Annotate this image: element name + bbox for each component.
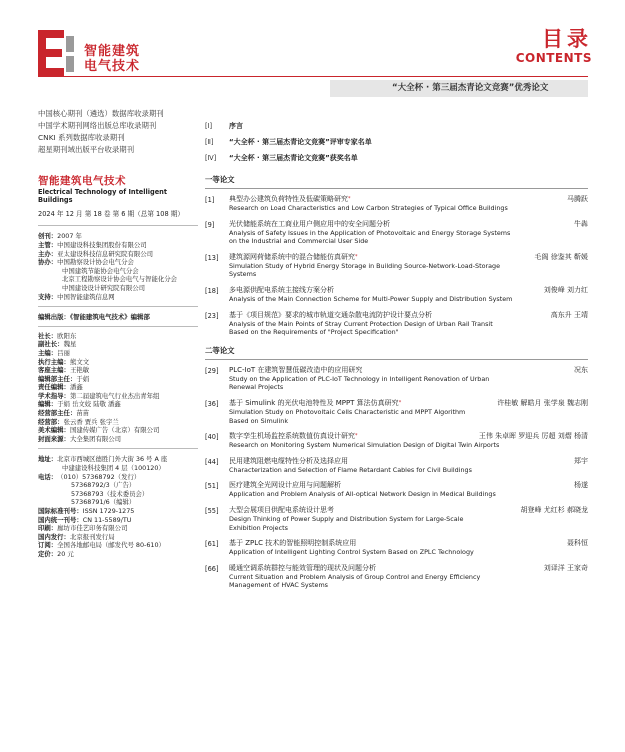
star-mark: * — [355, 253, 358, 260]
entry-title-cn-wrap — [229, 539, 356, 548]
staff-name: 苗苗 — [76, 409, 90, 418]
entry-title-cn: 建筑源网荷储系统中的混合储能仿真研究 — [229, 252, 355, 261]
founded: 创刊： 2007 年 — [38, 232, 82, 241]
entry-title-cn: 数字孪生机场监控系统数值仿真设计研究 — [229, 432, 355, 441]
sections — [205, 174, 588, 590]
toc-entry[interactable] — [205, 286, 588, 304]
entry-title-cn-wrap — [229, 286, 334, 295]
entry-title-cn-wrap — [229, 481, 341, 490]
page-number: [29] — [205, 366, 219, 375]
front-matter-item[interactable] — [205, 134, 588, 150]
page-number: [51] — [205, 482, 219, 491]
cn-number: 国内统一刊号： CN 11-5589/TU — [38, 515, 132, 524]
entry-title-cn: 大型会展项目供配电系统设计思考 — [229, 505, 334, 514]
staff-role: 社长： — [38, 331, 58, 340]
entry-title-cn: 典型办公建筑负荷特性及低碳策略研究 — [229, 195, 348, 203]
divider — [38, 326, 198, 327]
toc-entry[interactable] — [205, 481, 588, 499]
page-number: [13] — [205, 253, 219, 262]
page-number: [44] — [205, 457, 219, 466]
staff-role: 客座主编： — [38, 366, 70, 375]
staff-name: 第二届建筑电气行业杰出青年组 — [69, 391, 160, 400]
entry-body — [229, 457, 588, 475]
staff-row — [38, 375, 198, 384]
entry-title-cn: 基于 ZPLC 技术的智能照明控制系统应用 — [229, 539, 357, 548]
entry-title-en: Characterization and Selection of Flame Retardant Cables for Civil Buildings — [229, 465, 472, 474]
entry-title-en: Analysis of Safety Issues in the Application of Photovoltaic and Energy Storage Systems — [229, 228, 511, 237]
toc-entry[interactable] — [205, 253, 588, 279]
entry-authors: 况东 — [574, 365, 588, 374]
phone: 电话： （010）57368792（发行） — [38, 472, 141, 481]
toc-entry[interactable] — [205, 564, 588, 590]
entry-title-row — [229, 286, 588, 295]
entry-authors: 聂科恒 — [567, 539, 588, 548]
star-mark: * — [348, 196, 351, 202]
entry-title-cn-wrap — [229, 506, 334, 515]
entry-title-cn-wrap — [229, 195, 351, 204]
staff-role: 经营部主任： — [38, 409, 77, 418]
toc-entry[interactable] — [205, 366, 588, 392]
staff-name: 国建传媒广告（北京）有限公司 — [69, 426, 160, 435]
entry-title-row — [229, 481, 588, 490]
entry-title-cn: 基于 Simulink 的光伏电池特性及 MPPT 算法仿真研究 — [229, 398, 399, 407]
entry-title-row — [229, 506, 588, 515]
staff-name: 魏星 — [63, 340, 77, 349]
staff-row — [38, 340, 198, 349]
staff-name: 吕丽 — [57, 348, 70, 357]
staff-row — [38, 349, 198, 358]
entry-title-row — [229, 366, 588, 375]
entry-title-en: Research on Monitoring System Numerical Simulation Design of Digital Twin Airports — [229, 441, 500, 450]
staff-name: 王艳敏 — [69, 366, 90, 375]
front-matter — [205, 118, 588, 166]
star-mark: * — [398, 399, 402, 406]
entry-title-en: Research on Load Characteristics and Low Carbon Strategies of Typical Office Buildings — [229, 204, 508, 212]
staff-role: 美术编辑： — [38, 426, 70, 435]
entry-title-cn: 暖通空调系统群控与能效管理的现状及问题分析 — [229, 563, 376, 572]
entry-title-cn-wrap — [229, 399, 401, 408]
entry-body — [229, 564, 588, 590]
entry-body — [229, 399, 588, 425]
entry-title-row — [229, 457, 588, 466]
entry-title-en: Simulation Study on Photovoltaic Cells Characteristic and MPPT Algorithm — [229, 407, 466, 416]
entry-authors: 杨遂 — [574, 481, 588, 490]
toc-entry[interactable] — [205, 195, 588, 213]
entry-title-cn-wrap — [229, 564, 376, 573]
entry-body — [229, 366, 588, 392]
entry-title-en: on the Industrial and Commercial User Side — [229, 237, 369, 246]
entry-authors: 王伟 朱卓晖 罗迎兵 厉超 刘熠 杨清 — [478, 432, 588, 441]
toc-entry[interactable] — [205, 432, 588, 450]
entry-title-cn: 光伏储能系统在工商业用户侧应用中的安全问题分析 — [229, 219, 390, 228]
entry-title-en: Application of Intelligent Lighting Control System Based on ZPLC Technology — [229, 548, 474, 557]
entry-title-cn-wrap — [229, 311, 432, 320]
staff-name: 于娟 — [76, 374, 90, 383]
page-number: [Ⅰ] — [205, 122, 213, 130]
staff-name: 潘鑫 — [69, 383, 83, 392]
staff-row — [38, 383, 198, 392]
staff-role: 编辑： — [38, 400, 58, 409]
entry-title-en: Based on the Requirements of "Project Specification" — [229, 328, 399, 337]
magazine-title: 智能建筑电气技术 — [38, 175, 126, 187]
price: 定价： 20 元 — [38, 549, 74, 558]
toc-entry[interactable] — [205, 399, 588, 425]
staff-row — [38, 400, 198, 409]
staff-row — [38, 366, 198, 375]
page-number: [36] — [205, 399, 219, 408]
staff-list — [38, 332, 198, 444]
staff-row — [38, 418, 198, 427]
front-matter-item[interactable] — [205, 118, 588, 134]
magazine-title-en: Electrical Technology of Intelligent Buildings — [38, 187, 168, 205]
entry-title-en: Renewal Projects — [229, 383, 284, 392]
header-divider — [38, 76, 588, 77]
entry-title-cn-wrap — [229, 220, 390, 229]
entry-title-cn: PLC-IoT 在建筑智慧低碳改造中的应用研究 — [229, 365, 363, 374]
entry-title-en: Simulation Study of Hybrid Energy Storage in Building Source-Network-Load-Storage — [229, 261, 501, 270]
section-heading: 二等论文 — [205, 345, 235, 355]
entry-title-row — [229, 253, 588, 262]
entry-title-cn-wrap — [229, 366, 362, 375]
toc-entry[interactable] — [205, 220, 588, 246]
staff-name: 张云香 贾兵 张宇兰 — [63, 417, 119, 426]
divider — [38, 306, 198, 307]
entry-body — [229, 432, 588, 450]
journal-logo-icon — [38, 30, 78, 76]
toc-entry[interactable] — [205, 539, 588, 557]
section-divider — [205, 359, 588, 360]
staff-row — [38, 426, 198, 435]
issn: 国际标准刊号： ISSN 1729-1275 — [38, 507, 135, 515]
indexing-list: 中国核心期刊（遴选）数据库收录期刊 中国学术期刊网络出版总库收录期刊 CNKI 系列数据库收录期刊 超星期刊域出版平台收录期刊 — [38, 109, 164, 154]
star-mark: * — [355, 433, 358, 440]
co-organizer: 协办： 中国勘察设计协会电气分会 — [38, 258, 134, 267]
entry-authors: 牛犇 — [574, 219, 588, 228]
entry-title-row — [229, 539, 588, 548]
staff-role: 执行主编： — [38, 357, 70, 366]
staff-role: 封面来源： — [38, 434, 70, 443]
entry-authors: 刘译洋 王家奇 — [543, 563, 588, 572]
entry-title-en: Analysis of the Main Connection Scheme for Multi-Power Supply and Distribution System — [229, 294, 513, 303]
divider — [38, 448, 198, 449]
entry-body — [229, 286, 588, 304]
staff-name: 熊文文 — [69, 357, 90, 366]
contents-list — [205, 118, 588, 597]
page-number: [40] — [205, 433, 219, 442]
entry-authors: 高东升 王靖 — [550, 310, 588, 319]
entry-title-cn: 民用建筑阻燃电缆特性分析及选择应用 — [229, 456, 348, 465]
staff-row — [38, 358, 198, 367]
masthead: 中国核心期刊（遴选）数据库收录期刊 中国学术期刊网络出版总库收录期刊 CNKI 系列数据库收录期刊 超星期刊域出版平台收录期刊 智能建筑电气技术 Electrical Technology of Intelligent Buildings 2024 年 12 月 第 18 卷 第 6 期（总第 108 期） 创刊： 2007 年 主管： 中国建设科技集团股份有限公司 主办： 亚太建设科技信息研究院有限公司 协办： 中国勘察设计协会电气分会 中国建筑节能协会电气分会 北京工程勘察设计协会电气与智能化分会 中国建设设计研究院有限公司 支持： 中国智能建筑信息网 编辑出版：《智能建筑电气技术》编辑部 社长： 欧阳东 副社长： 魏星 主编： 吕丽 执行主编： 熊文文 客座主编： 王艳敏 编辑部主任： 于娟 责任编辑： 潘鑫 学术指导： 第二届建筑电气行业杰出青年组 编辑： 于娟 岳文姣 陆敬 潘鑫 经营部主任： 苗苗 经营部： 张云香 贾兵 张宇兰 美术编辑： 国建传媒广告（北京）有限公司 封面来源： 大全集团有限公司 地址： 北京市西城区德胜门外大街 36 号 A 座 中建建设科技集团 4 层（100120） 电话： （010）57368792（发行） 57368792/3（广告） 57368793（技术委员会） 57368791/6（编辑） 国际标准刊号： ISSN 1729-1275 国内统一刊号： CN 11-5589/TU 印刷： 廊坊市佳艺印务有限公司 国内发行： 北京报刊发行局 订阅： 全国各地邮电局（邮发代号 80-610） 定价： 20 元 — [38, 108, 198, 559]
front-matter-title: “大全杯 · 第三届杰青论文竞赛”获奖名单 — [229, 154, 358, 162]
page-number: [1] — [205, 196, 215, 204]
entry-authors: 郑宇 — [574, 456, 588, 465]
staff-role: 副社长： — [38, 340, 64, 349]
section-divider — [205, 188, 588, 189]
entry-title-cn: 医疗建筑全光网设计应用与问题解析 — [229, 481, 341, 490]
entry-title-en: Systems — [229, 270, 257, 279]
brand-name: 智能建筑 电气技术 — [84, 44, 141, 74]
entry-title-row — [229, 399, 588, 408]
address: 地址： 北京市西城区德胜门外大街 36 号 A 座 — [38, 455, 168, 464]
entry-title-row — [229, 220, 588, 229]
toc-entry[interactable] — [205, 457, 588, 475]
staff-role: 经营部： — [38, 417, 64, 426]
entry-title-en: Analysis of the Main Points of Stray Current Protection Design of Urban Rail Transit — [229, 319, 493, 328]
entry-body — [229, 539, 588, 557]
entry-title-row — [229, 564, 588, 573]
divider — [38, 225, 198, 226]
supervisor: 主管： 中国建设科技集团股份有限公司 — [38, 240, 147, 249]
entry-title-row — [229, 432, 588, 441]
entry-authors: 刘俊峰 刘力红 — [543, 285, 588, 294]
staff-role: 编辑部主任： — [38, 374, 77, 383]
entry-title-cn: 基于《项目规范》要求的城市轨道交通杂散电流防护设计要点分析 — [229, 310, 432, 319]
entry-title-cn-wrap — [229, 253, 358, 262]
page-number: [55] — [205, 506, 219, 515]
staff-name: 欧阳东 — [57, 331, 77, 340]
staff-role: 责任编辑： — [38, 383, 70, 392]
page-number: [66] — [205, 564, 219, 573]
entry-authors: 许桂敏 解皓月 张学泉 魏志刚 — [497, 398, 588, 407]
entry-body — [229, 506, 588, 532]
front-matter-title: “大全杯 · 第三届杰青论文竞赛”评审专家名单 — [229, 138, 372, 146]
section-heading: 一等论文 — [205, 175, 235, 184]
subscription: 订阅： 全国各地邮电局（邮发代号 80-610） — [38, 541, 165, 550]
entry-body — [229, 311, 588, 337]
entry-title-en: Exhibition Projects — [229, 523, 288, 532]
entry-title-en: Study on the Application of PLC-IoT Technology in Intelligent Renovation of Urban — [229, 374, 490, 383]
staff-role: 学术指导： — [38, 391, 70, 400]
entry-authors: 毛阁 徐鉴其 靳媛 — [534, 252, 588, 261]
entry-title-en: Management of HVAC Systems — [229, 581, 329, 590]
staff-row — [38, 409, 198, 418]
entry-title-en: Based on Simulink — [229, 416, 289, 425]
page-number: [61] — [205, 540, 219, 549]
editorial-dept: 编辑出版：《智能建筑电气技术》编辑部 — [38, 313, 150, 322]
page-number: [23] — [205, 311, 219, 320]
entry-authors: 胡登峰 尤红杉 郝晓龙 — [520, 505, 588, 514]
entry-title-en: Application and Problem Analysis of All-optical Network Design in Medical Buildings — [229, 490, 496, 499]
front-matter-item[interactable] — [205, 150, 588, 166]
staff-role: 主编： — [38, 348, 58, 357]
toc-title: 目录 CONTENTS — [515, 27, 592, 65]
page-number: [Ⅳ] — [205, 154, 217, 162]
page-number: [18] — [205, 286, 219, 295]
entry-title-row — [229, 311, 588, 320]
support: 支持： 中国智能建筑信息网 — [38, 292, 115, 301]
entry-body — [229, 220, 588, 246]
toc-entry[interactable] — [205, 506, 588, 532]
entry-body — [229, 481, 588, 499]
page-number: [9] — [205, 220, 215, 229]
entry-title-en: Current Situation and Problem Analysis of Group Control and Energy Efficiency — [229, 572, 481, 581]
front-matter-title: 序言 — [229, 122, 243, 130]
printer: 印刷： 廊坊市佳艺印务有限公司 — [38, 524, 128, 533]
entry-title-cn-wrap — [229, 432, 358, 441]
staff-name: 大全集团有限公司 — [69, 434, 122, 443]
entry-title-cn-wrap — [229, 457, 348, 466]
entry-title-en: Design Thinking of Power Supply and Distribution System for Large-Scale — [229, 514, 464, 523]
sponsor: 主办： 亚太建设科技信息研究院有限公司 — [38, 249, 154, 258]
page-number: [Ⅱ] — [205, 138, 214, 146]
entry-body — [229, 195, 588, 213]
magazine-issue: 2024 年 12 月 第 18 卷 第 6 期（总第 108 期） — [38, 209, 184, 218]
entry-title-row — [229, 195, 588, 204]
entry-title-cn: 多电源供配电系统主接线方案分析 — [229, 285, 334, 294]
award-banner: “大全杯 · 第三届杰青论文竞赛”优秀论文 — [330, 80, 588, 97]
entry-authors: 马腾跃 — [567, 195, 588, 203]
staff-row — [38, 435, 198, 444]
entry-body — [229, 253, 588, 279]
staff-name: 于娟 岳文姣 陆敬 潘鑫 — [57, 400, 121, 409]
toc-entry[interactable] — [205, 311, 588, 337]
distribution: 国内发行： 北京报刊发行局 — [38, 532, 115, 541]
